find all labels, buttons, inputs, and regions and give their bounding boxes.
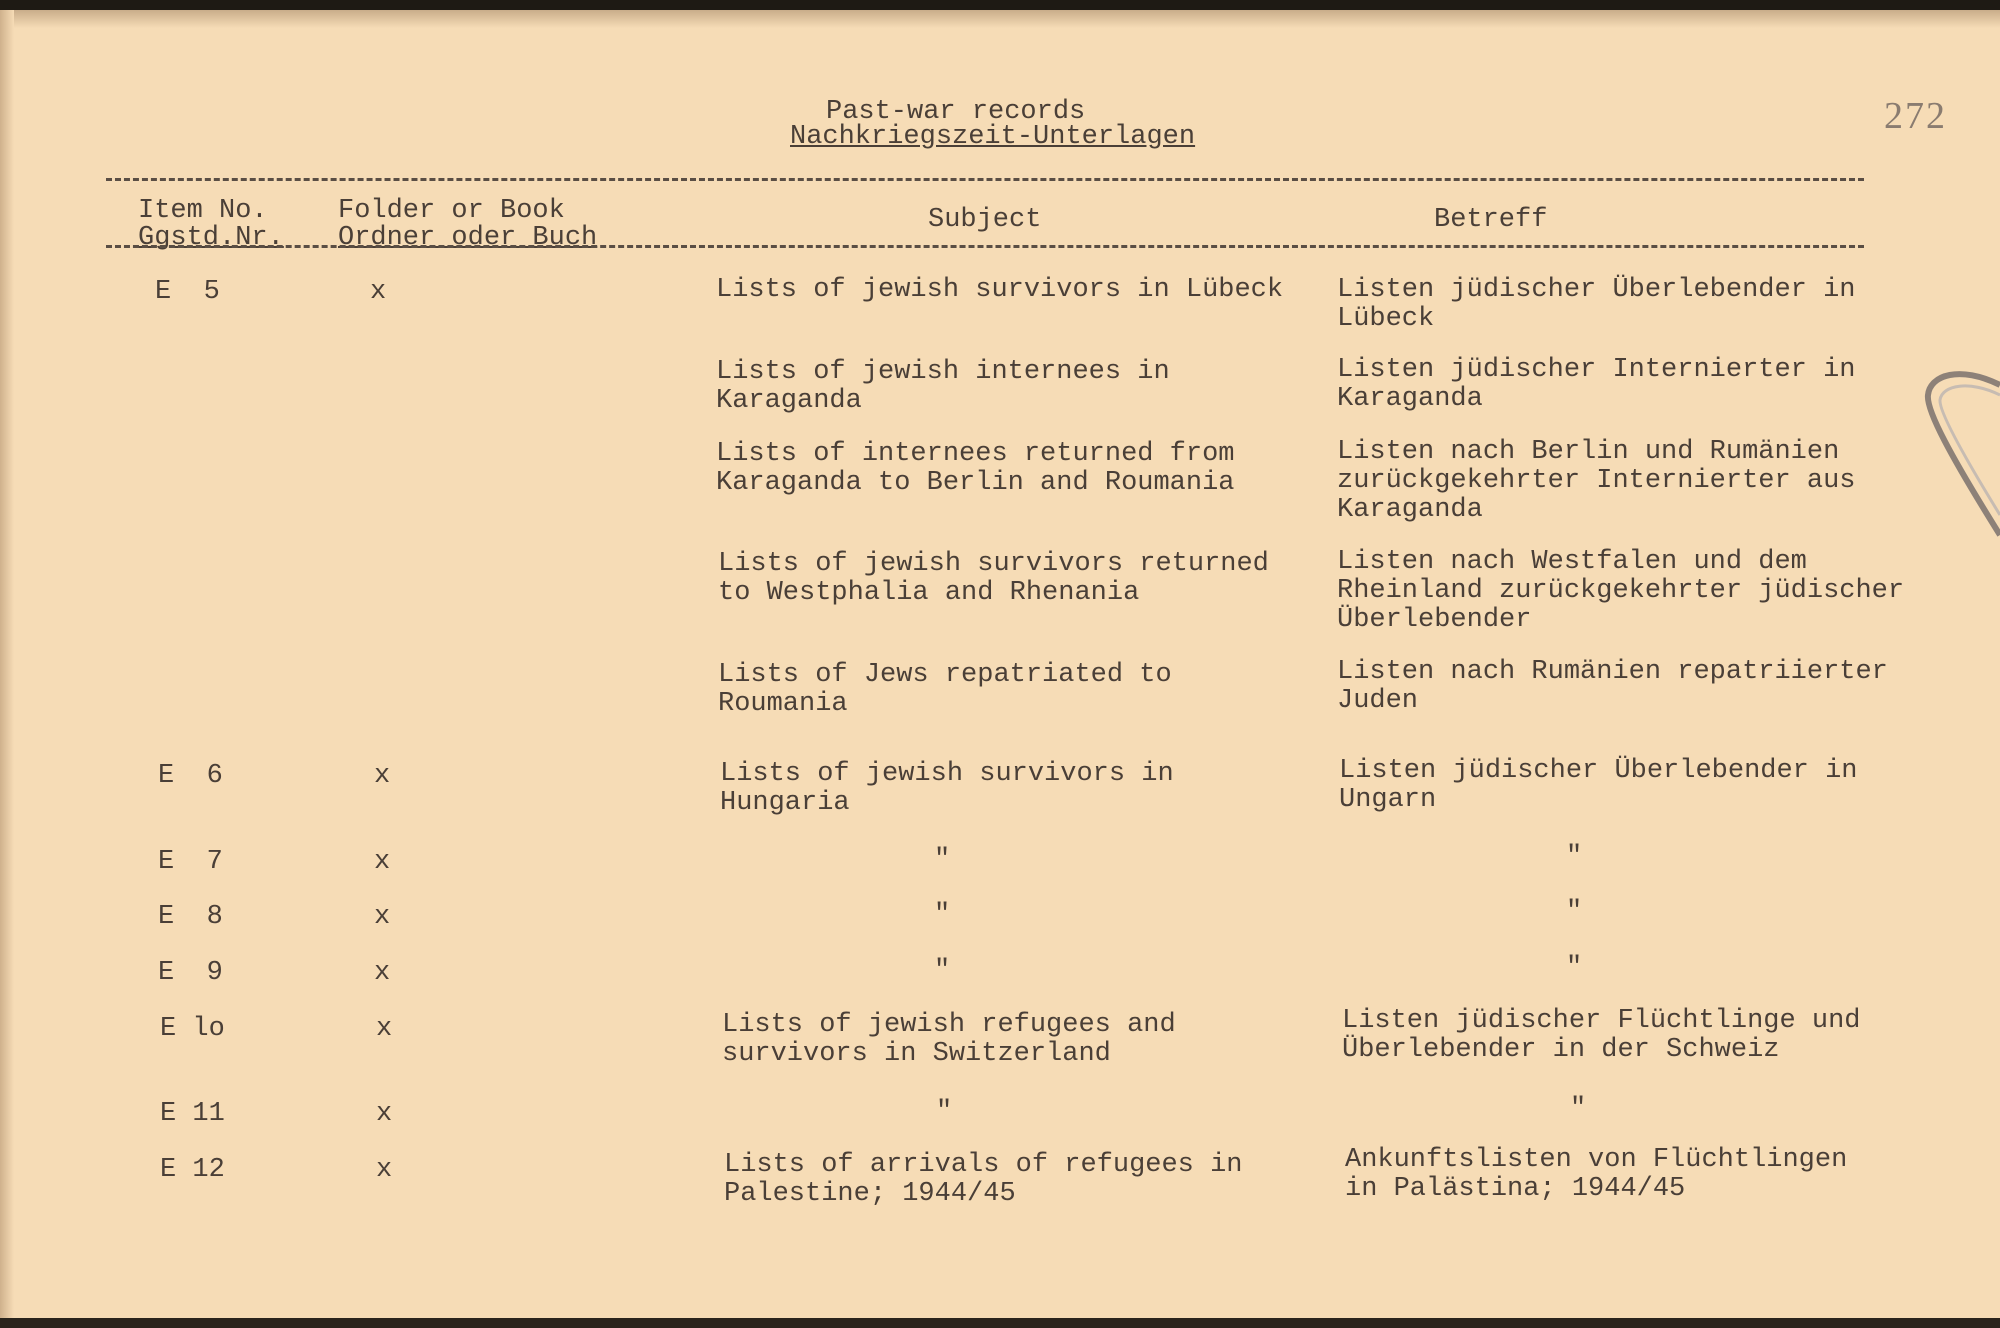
item-number: E 9 xyxy=(158,958,223,988)
paper-clip-icon xyxy=(1920,365,2000,565)
betreff-text: Listen nach Rumänien repatriierter Juden xyxy=(1337,657,1888,716)
page-top-shadow xyxy=(0,10,2000,28)
item-number: E 8 xyxy=(158,902,223,932)
betreff-ditto: " xyxy=(1566,953,1583,983)
item-number: E 6 xyxy=(158,761,223,791)
betreff-text: Ankunftslisten von Flüchtlingen in Palästina; 1944/45 xyxy=(1345,1145,1848,1204)
subject-text: Lists of jewish survivors returned to Westphalia and Rhenania xyxy=(718,549,1269,608)
betreff-text: Listen jüdischer Internierter in Karaganda xyxy=(1337,355,1856,414)
header-subject: Subject xyxy=(928,205,1042,235)
folder-mark: x xyxy=(374,902,391,932)
subject-ditto: " xyxy=(934,845,951,875)
scan-bottom-edge xyxy=(0,1318,2000,1328)
betreff-text: Listen nach Westfalen und dem Rheinland zurückgekehrter jüdischer Überlebender xyxy=(1337,547,1905,635)
betreff-ditto: " xyxy=(1566,842,1583,872)
header-folder-de: Ordner oder Buch xyxy=(338,223,598,253)
page-number: 272 xyxy=(1884,95,1947,137)
betreff-text: Listen jüdischer Flüchtlinge und Überlebender in der Schweiz xyxy=(1342,1006,1861,1065)
item-number: E 5 xyxy=(155,277,220,307)
subject-ditto: " xyxy=(934,900,951,930)
betreff-ditto: " xyxy=(1570,1094,1587,1124)
betreff-text: Listen jüdischer Überlebender in Ungarn xyxy=(1339,756,1858,815)
subject-text: Lists of Jews repatriated to Roumania xyxy=(718,660,1172,719)
subject-text: Lists of arrivals of refugees in Palestine; 1944/45 xyxy=(724,1150,1243,1209)
header-folder-en: Folder or Book xyxy=(338,196,565,226)
item-number: E 11 xyxy=(160,1099,225,1129)
folder-mark: x xyxy=(376,1155,393,1185)
folder-mark: x xyxy=(374,761,391,791)
subject-text: Lists of jewish survivors in Lübeck xyxy=(716,275,1284,305)
item-number: E 12 xyxy=(160,1155,225,1185)
folder-mark: x xyxy=(376,1099,393,1129)
betreff-text: Listen jüdischer Überlebender in Lübeck xyxy=(1337,275,1856,334)
header-bottom-rule xyxy=(106,245,1864,248)
folder-mark: x xyxy=(374,958,391,988)
header-item-en: Item No. xyxy=(138,196,268,226)
page-left-edge xyxy=(0,10,14,1322)
item-number: E 7 xyxy=(158,847,223,877)
folder-mark: x xyxy=(376,1014,393,1044)
betreff-text: Listen nach Berlin und Rumänien zurückgekehrter Internierter aus Karaganda xyxy=(1337,437,1856,525)
folder-mark: x xyxy=(370,277,387,307)
subject-ditto: " xyxy=(936,1097,953,1127)
title-german: Nachkriegszeit-Unterlagen xyxy=(790,122,1196,152)
subject-text: Lists of jewish refugees and survivors in Switzerland xyxy=(722,1010,1176,1069)
subject-text: Lists of jewish internees in Karaganda xyxy=(716,357,1170,416)
betreff-ditto: " xyxy=(1566,897,1583,927)
folder-mark: x xyxy=(374,847,391,877)
item-number: E lo xyxy=(160,1014,225,1044)
document-page xyxy=(0,10,2000,1322)
header-top-rule xyxy=(106,178,1864,181)
subject-text: Lists of internees returned from Karaganda to Berlin and Roumania xyxy=(716,439,1235,498)
subject-text: Lists of jewish survivors in Hungaria xyxy=(720,759,1174,818)
header-item-de: Ggstd.Nr. xyxy=(138,223,284,253)
subject-ditto: " xyxy=(934,956,951,986)
title-english: Past-war records xyxy=(826,97,1086,127)
header-betreff: Betreff xyxy=(1434,205,1548,235)
